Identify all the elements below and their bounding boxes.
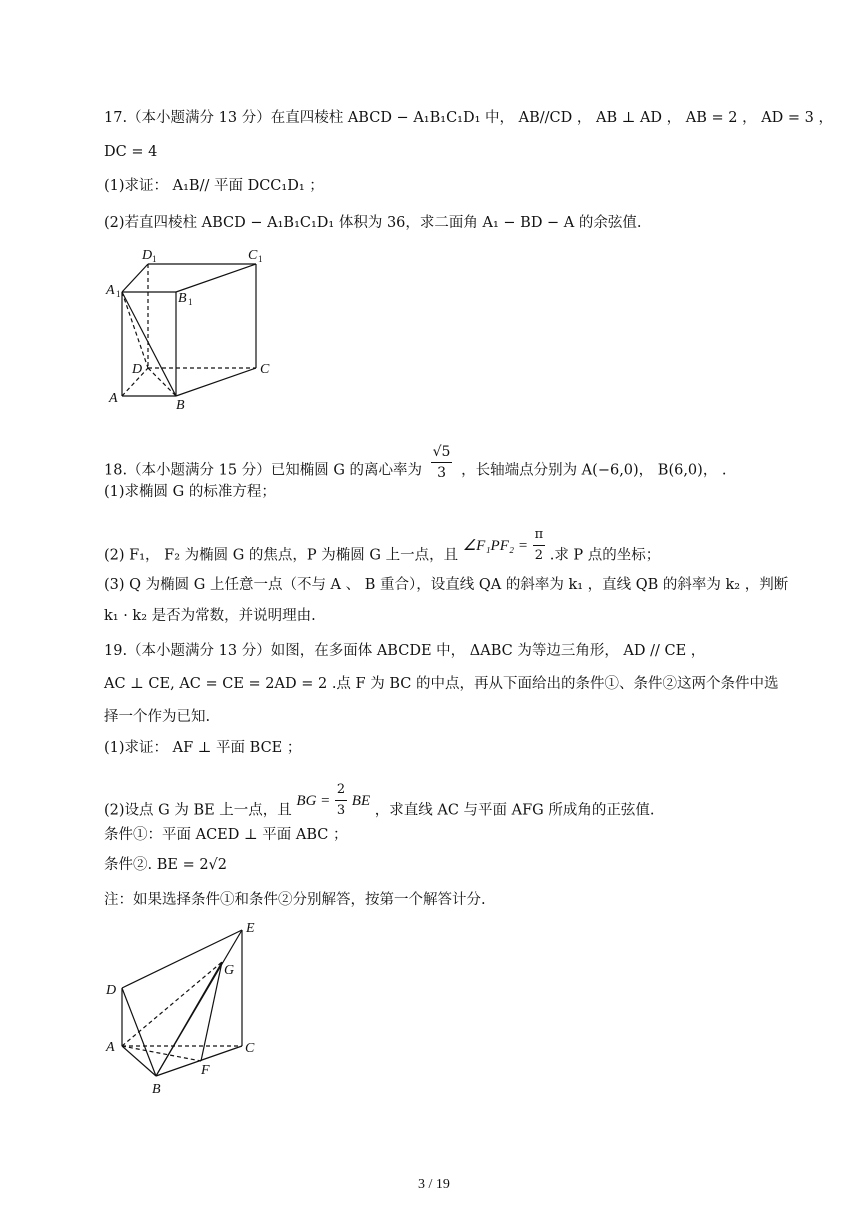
label-D: D bbox=[106, 983, 117, 998]
angle-fraction: $\frac{\pi}{2}$ bbox=[534, 527, 544, 563]
q18-part-3-cont: k₁ · k₂ 是否为常数，并说明理由. bbox=[104, 608, 316, 624]
label-C: C bbox=[260, 362, 270, 377]
q17-part-2: (2)若直四棱柱 ABCD − A₁B₁C₁D₁ 体积为 36，求二面角 A₁ − BD − A 的余弦值. bbox=[104, 215, 642, 231]
q18-line-1b: ，长轴端点分别为 A(−6,0)， B(6,0)， . bbox=[461, 462, 727, 479]
label-E: E bbox=[246, 921, 255, 936]
q17-line-2: DC = 4 bbox=[104, 144, 158, 160]
label-D: D bbox=[132, 362, 143, 377]
prism-figure bbox=[104, 246, 284, 416]
q19-part-2: (2)设点 G 为 BE 上一点，且 BG = $\frac{2}{3}$ BE ，求直线 AC 与平面 AFG 所成角的正弦值. bbox=[104, 790, 654, 831]
label-G: G bbox=[224, 963, 235, 978]
label-B: B bbox=[152, 1082, 161, 1097]
polyhedron-figure bbox=[104, 918, 274, 1100]
q19-condition-2: 条件②. BE = 2√2 bbox=[104, 857, 228, 873]
label-F: F bbox=[201, 1063, 210, 1078]
svg-text:1: 1 bbox=[188, 297, 193, 307]
label-A: A bbox=[109, 391, 118, 406]
q19-part-1: (1)求证： AF ⊥ 平面 BCE ； bbox=[104, 740, 302, 756]
q18-part-3: (3) Q 为椭圆 G 上任意一点（不与 A 、 B 重合），设直线 QA 的斜率为 k₁ ，直线 QB 的斜率为 k₂ ，判断 bbox=[104, 577, 789, 593]
svg-text:1: 1 bbox=[116, 289, 121, 299]
q18-part-2: (2) F₁， F₂ 为椭圆 G 的焦点，P 为椭圆 G 上一点，且 ∠F₁PF₂ = $\frac{\pi}{2}$ .求 P 点的坐标； bbox=[104, 535, 660, 576]
q19-line-3: 择一个作为已知. bbox=[104, 709, 211, 725]
label-D1: D bbox=[142, 248, 153, 263]
svg-text:1: 1 bbox=[152, 254, 157, 264]
label-A: A bbox=[106, 1040, 115, 1055]
q19-line-1: 19.（本小题满分 13 分）如图，在多面体 ABCDE 中， ΔABC 为等边三角形， AD // CE ， bbox=[104, 643, 706, 659]
label-B: B bbox=[176, 398, 185, 413]
q18-line-1a: 18.（本小题满分 15 分）已知椭圆 G 的离心率为 bbox=[104, 462, 423, 479]
q17-part-1: (1)求证： A₁B// 平面 DCC₁D₁ ； bbox=[104, 178, 324, 194]
label-C: C bbox=[245, 1041, 255, 1056]
page-number: 3 / 19 bbox=[418, 1177, 450, 1192]
q17-line-1: 17.（本小题满分 13 分）在直四棱柱 ABCD − A₁B₁C₁D₁ 中， AB//CD ， AB ⊥ AD ， AB = 2 ， AD = 3 ， bbox=[104, 110, 834, 126]
label-B1: B bbox=[178, 291, 187, 306]
q18-part-1: (1)求椭圆 G 的标准方程； bbox=[104, 484, 276, 500]
svg-text:1: 1 bbox=[258, 254, 263, 264]
label-C1: C bbox=[248, 248, 258, 263]
q19-note: 注：如果选择条件①和条件②分别解答，按第一个解答计分. bbox=[104, 892, 486, 908]
eccentricity-fraction: $\frac{√5}{3}$ bbox=[432, 444, 451, 481]
q19-line-2: AC ⊥ CE, AC = CE = 2AD = 2 .点 F 为 BC 的中点，再从下面给出的条件①、条件②这两个条件中选 bbox=[104, 676, 779, 692]
label-A1: A bbox=[106, 283, 115, 298]
bg-fraction: $\frac{2}{3}$ bbox=[336, 782, 346, 818]
q19-condition-1: 条件①：平面 ACED ⊥ 平面 ABC ； bbox=[104, 827, 348, 843]
